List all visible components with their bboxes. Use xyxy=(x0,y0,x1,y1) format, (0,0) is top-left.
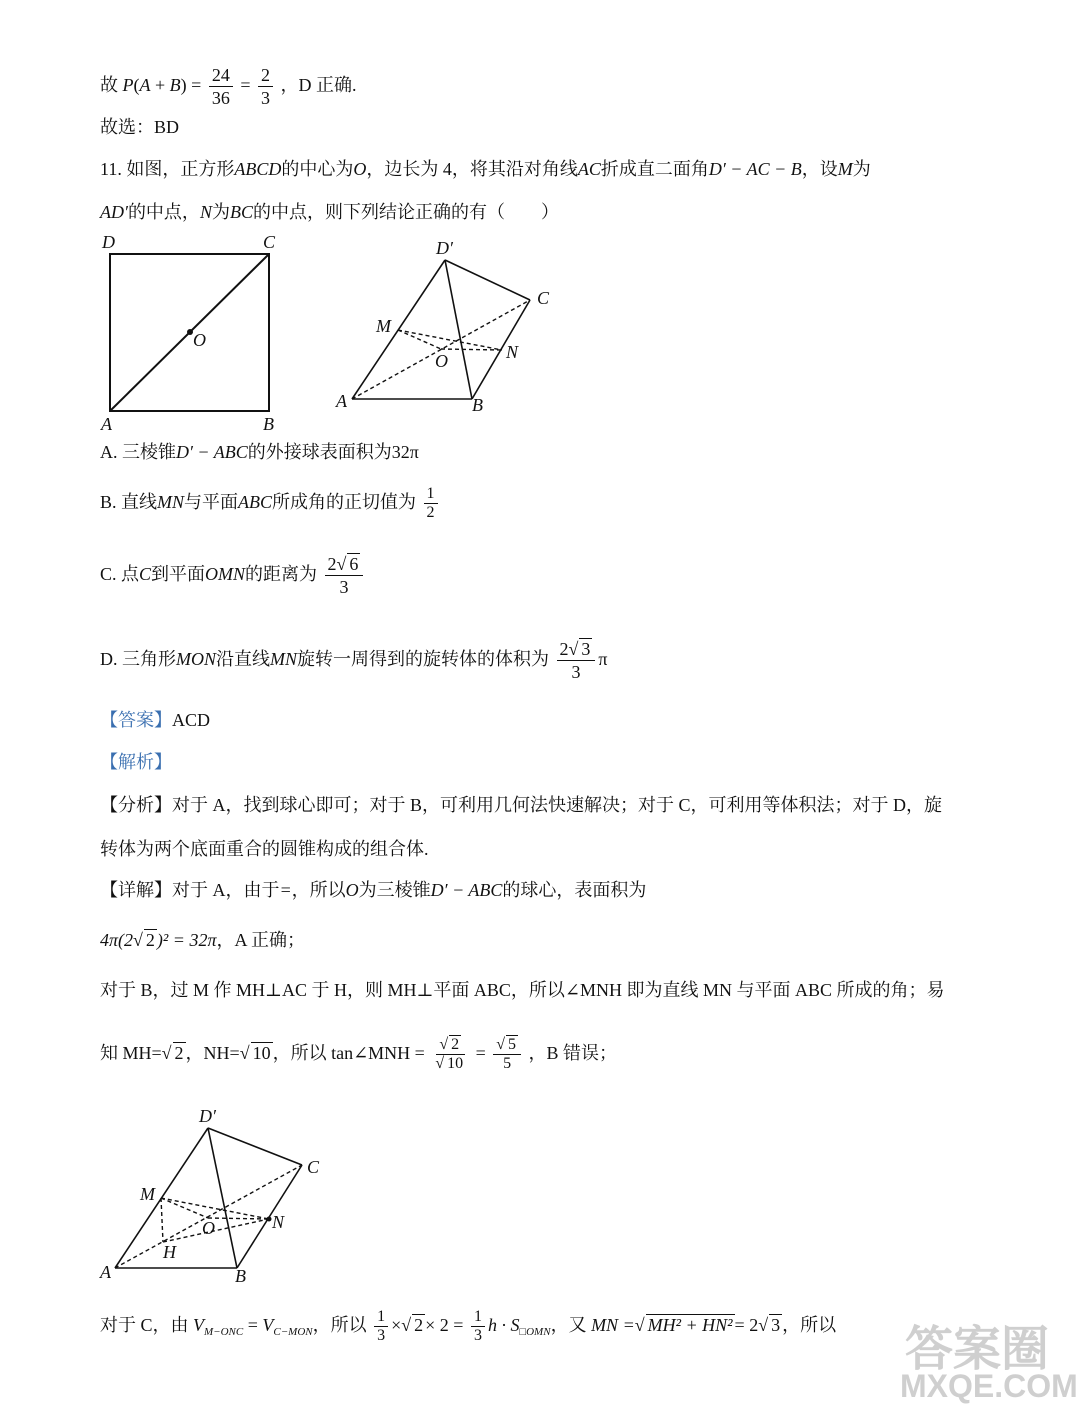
label-o: O xyxy=(193,330,206,350)
detail-line-5: 对于 C，由 $V_{M-ONC} = V_{C-MON}$，所以 $\frac{1}{3}$ ×√ 2 × 2 = $\frac{1}{3}$ $h \cdot S_{□OMN}$，又 MN =√ MH² + HN² = 2√ 3 ，所以 xyxy=(100,1308,837,1345)
watermark-url: MXQE.COM xyxy=(900,1368,1078,1404)
segment-o-n xyxy=(208,1218,269,1219)
option-b: B. 直线MN与平面ABC所成角的正切值为 $\frac{1}{2}$ xyxy=(100,480,441,524)
label-n: N xyxy=(506,342,519,362)
label-c: C xyxy=(537,288,550,308)
edge-d-b xyxy=(445,260,472,399)
edge-d-c xyxy=(445,260,530,300)
label-b: B xyxy=(472,395,483,415)
label-c: C xyxy=(263,232,276,252)
edge-b-c xyxy=(472,300,530,399)
fraction-1-3-b: $\frac{1}{3}$ xyxy=(471,1308,485,1345)
answer-tag: 【答案】 xyxy=(100,710,172,730)
fraction-sqrt2-sqrt10: $\frac{√ 2}{√ 10}$ xyxy=(435,1036,464,1073)
option-a: A. 三棱锥D′ − ABC的外接球表面积为32π xyxy=(100,442,419,462)
label-d-prime: D′ xyxy=(199,1106,216,1126)
detail-line-4: 知 MH=√ 2 ，NH=√ 10 ，所以 tan∠MNH = $\frac{√ 2}{√ 10}$ = $\frac{√ 5}{5}$ ，B 错误； xyxy=(100,1036,618,1073)
fraction-24-36: $\frac{24}{36}$ xyxy=(209,64,233,109)
label-o: O xyxy=(435,351,448,371)
question-11-line-2: AD′的中点，N为BC的中点，则下列结论正确的有（ ） xyxy=(100,202,559,222)
segment-m-o xyxy=(161,1198,208,1218)
edge-d-b xyxy=(208,1128,237,1268)
segment-m-n xyxy=(161,1198,269,1219)
question-11-line-1: 11. 如图，正方形ABCD的中心为O，边长为 4，将其沿对角线AC折成直二面角D′ − AC − B，设M为 xyxy=(100,159,871,179)
segment-m-h xyxy=(161,1198,163,1242)
fraction-2-3: $\frac{2}{3}$ xyxy=(258,64,273,109)
detail-line-3: 对于 B，过 M 作 MH⊥AC 于 H，则 MH⊥平面 ABC，所以∠MNH 即为直线 MN 与平面 ABC 所成的角；易 xyxy=(100,980,945,1000)
label-c: C xyxy=(307,1157,320,1177)
label-m: M xyxy=(376,316,391,336)
result-line: 故 P(A + B) = $\frac{24}{36}$ = $\frac{2}{3}$ ，D 正确. xyxy=(100,65,357,109)
fraction-2sqrt3-3: $\frac{2√ 3}{3}$ xyxy=(557,638,596,683)
label-o: O xyxy=(202,1218,215,1238)
point-n xyxy=(267,1217,272,1222)
figure-square xyxy=(95,228,295,433)
label-n: N xyxy=(272,1212,285,1232)
figure-pyramid xyxy=(330,232,560,417)
analysis-line-1: 【分析】对于 A，找到球心即可；对于 B，可利用几何法快速解决；对于 C，可利用等体积法；对于 D，旋 xyxy=(100,795,943,815)
fraction-sqrt5-5: $\frac{√ 5}{5}$ xyxy=(493,1036,521,1073)
detail-line-1: 【详解】对于 A，由于=，所以O为三棱锥D′ − ABC的球心，表面积为 xyxy=(100,880,647,900)
fraction-1-2: $\frac{1}{2}$ xyxy=(424,485,438,522)
analysis-tag: 【解析】 xyxy=(100,752,172,772)
segment-m-n xyxy=(398,330,502,350)
label-h: H xyxy=(163,1242,176,1262)
fraction-2sqrt6-3: $\frac{2√ 6}{3}$ xyxy=(325,553,364,598)
figure-pyramid-with-h xyxy=(95,1098,335,1288)
label-d-prime: D′ xyxy=(436,238,453,258)
edge-d-c xyxy=(208,1128,302,1165)
option-d: D. 三角形MON沿直线MN旋转一周得到的旋转体的体积为 $\frac{2√ 3}{3}$ π xyxy=(100,639,608,683)
label-a: A xyxy=(336,391,347,411)
label-b: B xyxy=(263,414,274,433)
segment-o-n xyxy=(441,349,502,350)
label-a: A xyxy=(101,414,112,433)
watermark-logo: 答案圈 xyxy=(905,1323,1050,1376)
edge-b-c xyxy=(237,1165,302,1268)
detail-line-2: 4π(2√ 2 )² = 32π，A 正确； xyxy=(100,930,305,950)
label-m: M xyxy=(140,1184,155,1204)
label-a: A xyxy=(100,1262,111,1282)
choice-line: 故选：BD xyxy=(100,117,180,137)
label-d: D xyxy=(102,232,115,252)
label-b: B xyxy=(235,1266,246,1286)
option-c: C. 点C到平面OMN的距离为 $\frac{2√ 6}{3}$ xyxy=(100,545,366,603)
answer-line: 【答案】ACD xyxy=(100,710,211,730)
fraction-1-3-a: $\frac{1}{3}$ xyxy=(374,1308,388,1345)
segment-m-o xyxy=(398,330,441,349)
analysis-line-2: 转体为两个底面重合的圆锥构成的组合体. xyxy=(100,839,429,859)
segment-h-n xyxy=(163,1219,269,1242)
